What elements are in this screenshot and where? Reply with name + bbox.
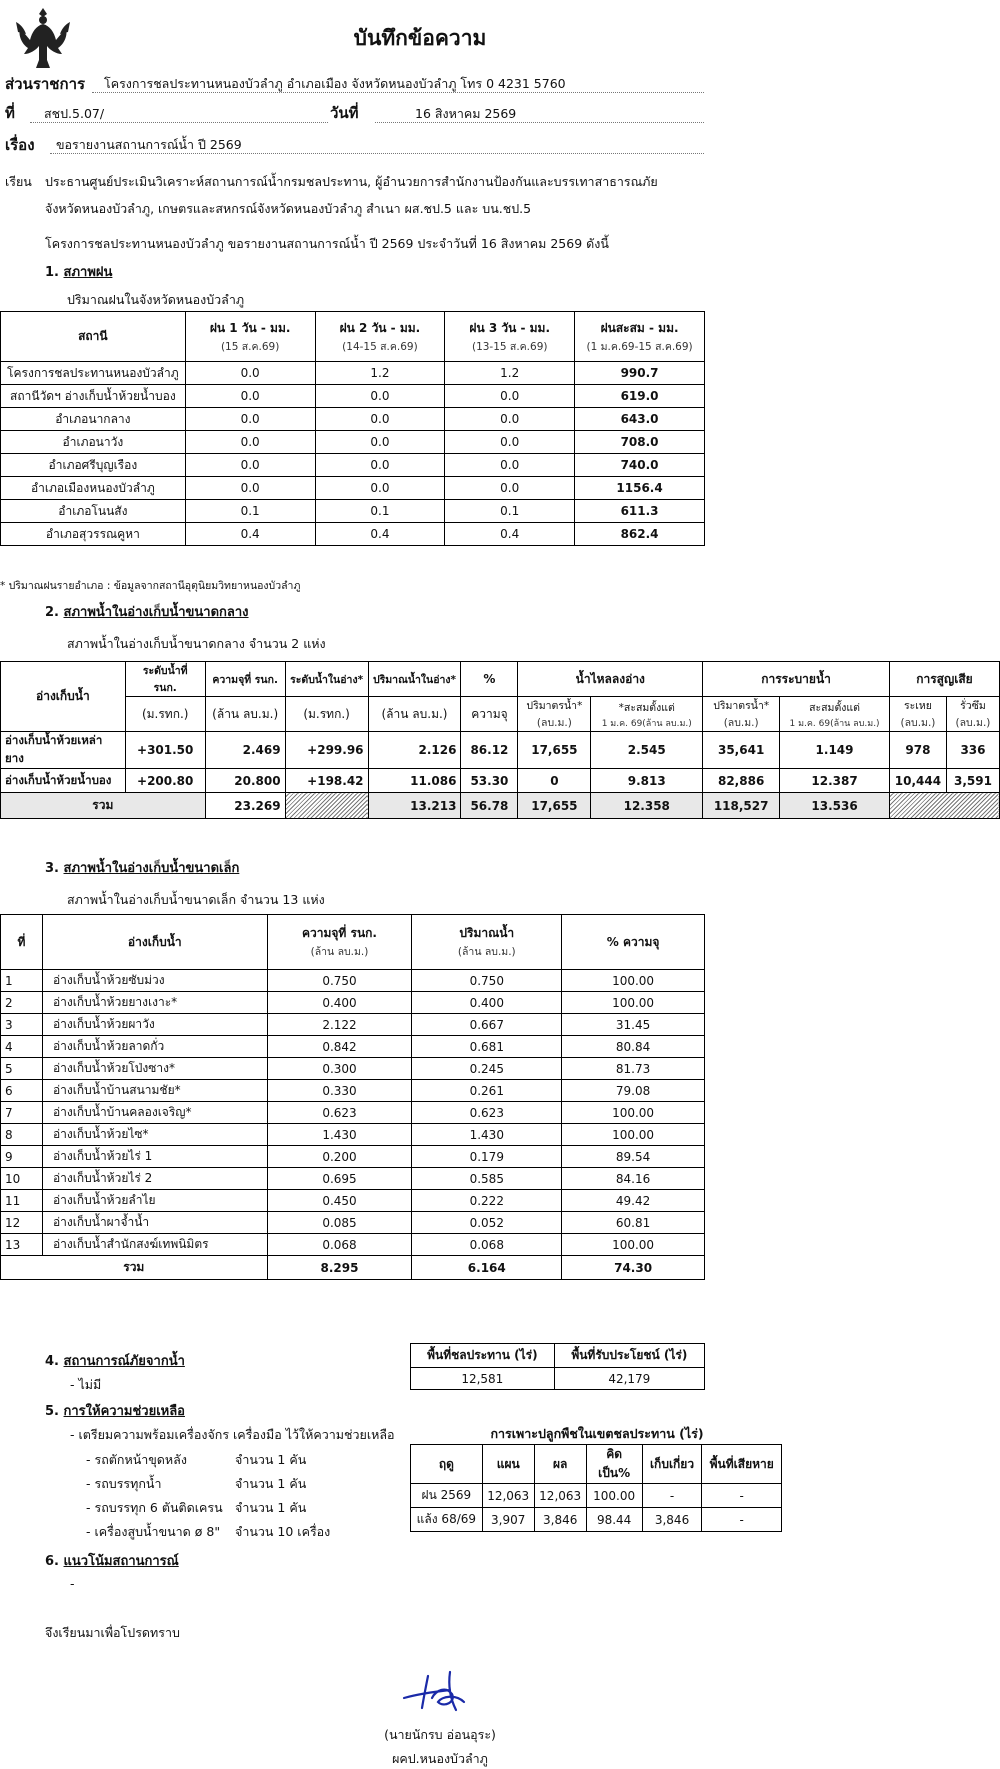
- sr-value-cell: 10: [1, 1168, 43, 1190]
- crop-col: เก็บเกี่ยว: [642, 1445, 702, 1484]
- mr-value-cell: 12.387: [780, 769, 890, 793]
- sr-value-cell: 0.052: [412, 1212, 562, 1234]
- mr-value-cell: 2.126: [368, 732, 461, 769]
- mr-value-cell: 82,886: [703, 769, 780, 793]
- signatory-name: (นายนักรบ อ่อนอุระ): [384, 1727, 496, 1742]
- sr-reservoir-cell: อ่างเก็บน้ำห้วยลาดกั่ว: [42, 1036, 267, 1058]
- ref-value: สชป.5.07/: [44, 106, 105, 121]
- equipment-name: - เครื่องสูบน้ำขนาด ø 8": [86, 1524, 221, 1539]
- sr-value-cell: 49.42: [562, 1190, 705, 1212]
- rain-value-cell: 0.1: [315, 500, 445, 523]
- intro-text: โครงการชลประทานหนองบัวลำภู ขอรายงานสถานการณ์น้ำ ปี 2569 ประจำวันที่ 16 สิงหาคม 2569 ดังนี้: [45, 236, 609, 251]
- rain-value-cell: 0.0: [445, 385, 575, 408]
- sr-value-cell: 0.585: [412, 1168, 562, 1190]
- mr-value-cell: 11.086: [368, 769, 461, 793]
- crop-cell: ฝน 2569: [411, 1484, 483, 1508]
- rain-value-cell: 0.1: [185, 500, 315, 523]
- mr-seep: รั่วซึม (ลบ.ม.): [946, 697, 999, 732]
- rain-value-cell: 0.0: [445, 454, 575, 477]
- crop-cell: 12,063: [482, 1484, 534, 1508]
- sr-reservoir-cell: อ่างเก็บน้ำสำนักสงฆ์เทพนิมิตร: [42, 1234, 267, 1256]
- mr-unit-level: (ม.รทก.): [125, 697, 205, 732]
- subject-label: เรื่อง: [5, 136, 35, 154]
- sr-value-cell: 13: [1, 1234, 43, 1256]
- sr-value-cell: 0.450: [267, 1190, 412, 1212]
- rain-value-cell: 0.0: [315, 477, 445, 500]
- mr-reservoir-cell: อ่างเก็บน้ำห้วยเหล่ายาง: [1, 732, 126, 769]
- sr-row: [1, 1124, 705, 1146]
- sr-col-reservoir: อ่างเก็บน้ำ: [42, 915, 267, 970]
- sr-reservoir-cell: อ่างเก็บน้ำห้วยยางเงาะ*: [42, 992, 267, 1014]
- rain-value-cell: 708.0: [575, 431, 705, 454]
- sr-value-cell: 84.16: [562, 1168, 705, 1190]
- mr-row: [1, 732, 1000, 769]
- sr-reservoir-cell: อ่างเก็บน้ำบ้านสนามชัย*: [42, 1080, 267, 1102]
- sr-value-cell: 5: [1, 1058, 43, 1080]
- sr-row: [1, 1102, 705, 1124]
- rain-row: [1, 408, 705, 431]
- sr-reservoir-cell: อ่างเก็บน้ำห้วยไร่ 1: [42, 1146, 267, 1168]
- sr-col-pct: % ความจุ: [562, 915, 705, 970]
- small-reservoir-table: [0, 914, 705, 1280]
- mr-col-release: การระบายน้ำ: [703, 662, 890, 697]
- rain-footnote: * ปริมาณฝนรายอำเภอ : ข้อมูลจากสถานีอุตุนิยมวิทยาหนองบัวลำภู: [0, 580, 301, 592]
- section1-subheading: ปริมาณฝนในจังหวัดหนองบัวลำภู: [67, 292, 245, 307]
- mr-row: [1, 769, 1000, 793]
- crop-row: [411, 1508, 782, 1532]
- rain-row: [1, 477, 705, 500]
- sr-value-cell: 0.300: [267, 1058, 412, 1080]
- sr-col-no: ที่: [1, 915, 43, 970]
- crop-col: แผน: [482, 1445, 534, 1484]
- sr-value-cell: 3: [1, 1014, 43, 1036]
- mr-col-pct: %: [461, 662, 518, 697]
- mr-col-level: ระดับน้ำที่ รนก.: [125, 662, 205, 697]
- sr-value-cell: 0.068: [267, 1234, 412, 1256]
- mr-unit-capacity: (ล้าน ลบ.ม.): [205, 697, 285, 732]
- ref-label: ที่: [5, 104, 15, 122]
- subject-line: [50, 135, 704, 154]
- mr-value-cell: +299.96: [285, 732, 368, 769]
- sr-value-cell: 0.400: [267, 992, 412, 1014]
- sr-value-cell: 0.261: [412, 1080, 562, 1102]
- rain-col-cumulative: ฝนสะสม - มม. (1 ม.ค.69-15 ส.ค.69): [575, 312, 705, 362]
- sr-reservoir-cell: อ่างเก็บน้ำห้วยไร่ 2: [42, 1168, 267, 1190]
- rain-value-cell: 862.4: [575, 523, 705, 546]
- sr-reservoir-cell: อ่างเก็บน้ำห้วยผาวัง: [42, 1014, 267, 1036]
- agency-value: โครงการชลประทานหนองบัวลำภู อำเภอเมือง จังหวัดหนองบัวลำภู โทร 0 4231 5760: [104, 76, 566, 91]
- sr-value-cell: 80.84: [562, 1036, 705, 1058]
- mr-unit-volume: (ล้าน ลบ.ม.): [368, 697, 461, 732]
- sr-value-cell: 100.00: [562, 970, 705, 992]
- sr-value-cell: 0.667: [412, 1014, 562, 1036]
- rain-row: [1, 385, 705, 408]
- sr-row: [1, 992, 705, 1014]
- rain-value-cell: 0.0: [315, 408, 445, 431]
- mr-value-cell: 53.30: [461, 769, 518, 793]
- crop-cell: -: [702, 1508, 782, 1532]
- mr-total-inflow-cum: 12.358: [591, 793, 703, 819]
- sr-value-cell: 0.085: [267, 1212, 412, 1234]
- mr-total-label: รวม: [1, 793, 206, 819]
- rain-value-cell: 740.0: [575, 454, 705, 477]
- crop-row: [411, 1484, 782, 1508]
- mr-total-hatch: [285, 793, 368, 819]
- sr-value-cell: 1: [1, 970, 43, 992]
- sr-value-cell: 1.430: [412, 1124, 562, 1146]
- section6-heading: 6. แนวโน้มสถานการณ์: [45, 1554, 179, 1569]
- crop-cell: 3,846: [534, 1508, 586, 1532]
- sr-value-cell: 11: [1, 1190, 43, 1212]
- mr-value-cell: 336: [946, 732, 999, 769]
- crop-table: [410, 1444, 782, 1532]
- mr-value-cell: 3,591: [946, 769, 999, 793]
- rain-station-cell: อำเภอสุวรรณคูหา: [1, 523, 186, 546]
- area-irrigated-value: 12,581: [411, 1368, 555, 1390]
- rain-value-cell: 1156.4: [575, 477, 705, 500]
- equipment-name: - รถตักหน้าขุดหลัง: [86, 1452, 187, 1467]
- rain-row: [1, 500, 705, 523]
- sr-row: [1, 1058, 705, 1080]
- mr-total-pct: 56.78: [461, 793, 518, 819]
- mr-value-cell: 20.800: [205, 769, 285, 793]
- addressee-label: เรียน: [5, 174, 32, 189]
- agency-line: [92, 74, 704, 93]
- equipment-qty: จำนวน 1 คัน: [235, 1476, 307, 1491]
- equipment-qty: จำนวน 10 เครื่อง: [235, 1524, 331, 1539]
- mr-inflow-cum: *สะสมตั้งแต่ 1 ม.ค. 69(ล้าน ลบ.ม.): [591, 697, 703, 732]
- agency-label: ส่วนราชการ: [5, 75, 86, 93]
- rain-value-cell: 0.0: [185, 408, 315, 431]
- date-line: [375, 104, 704, 123]
- mr-total-volume: 13.213: [368, 793, 461, 819]
- sr-row: [1, 1014, 705, 1036]
- rain-value-cell: 611.3: [575, 500, 705, 523]
- sr-value-cell: 4: [1, 1036, 43, 1058]
- crop-cell: 3,907: [482, 1508, 534, 1532]
- mr-value-cell: 86.12: [461, 732, 518, 769]
- mr-value-cell: 10,444: [889, 769, 946, 793]
- mr-total-release-cum: 13.536: [780, 793, 890, 819]
- mr-unit-current-level: (ม.รทก.): [285, 697, 368, 732]
- sr-value-cell: 7: [1, 1102, 43, 1124]
- sr-value-cell: 100.00: [562, 992, 705, 1014]
- section2-subheading: สภาพน้ำในอ่างเก็บน้ำขนาดกลาง จำนวน 2 แห่ง: [67, 636, 326, 651]
- date-value: 16 สิงหาคม 2569: [415, 106, 517, 121]
- ref-line: [30, 104, 328, 123]
- sr-value-cell: 0.750: [412, 970, 562, 992]
- sr-value-cell: 0.222: [412, 1190, 562, 1212]
- rain-col-station: สถานี: [1, 312, 186, 362]
- sr-row: [1, 970, 705, 992]
- rain-value-cell: 0.4: [445, 523, 575, 546]
- rain-value-cell: 0.0: [445, 408, 575, 431]
- crop-col: คิดเป็น%: [586, 1445, 642, 1484]
- sr-value-cell: 0.623: [267, 1102, 412, 1124]
- addressee-line1: ประธานศูนย์ประเมินวิเคราะห์สถานการณ์น้ำกรมชลประทาน, ผู้อำนวยการสำนักงานป้องกันและบรรเทาสาธารณภัย: [45, 174, 658, 189]
- rain-station-cell: อำเภอโนนสัง: [1, 500, 186, 523]
- rain-value-cell: 0.0: [445, 477, 575, 500]
- memo-title: บันทึกข้อความ: [353, 26, 487, 50]
- mr-value-cell: +301.50: [125, 732, 205, 769]
- sr-value-cell: 9: [1, 1146, 43, 1168]
- sr-col-volume: ปริมาณน้ำ (ล้าน ลบ.ม.): [412, 915, 562, 970]
- sr-value-cell: 0.200: [267, 1146, 412, 1168]
- area-col-irrigated: พื้นที่ชลประทาน (ไร่): [411, 1344, 555, 1368]
- rain-station-cell: สถานีวัดฯ อ่างเก็บน้ำห้วยน้ำบอง: [1, 385, 186, 408]
- medium-reservoir-table: [0, 661, 1000, 819]
- rain-value-cell: 0.0: [315, 385, 445, 408]
- sr-reservoir-cell: อ่างเก็บน้ำห้วยลำไย: [42, 1190, 267, 1212]
- mr-total-inflow-amt: 17,655: [518, 793, 591, 819]
- rain-value-cell: 0.0: [185, 454, 315, 477]
- sr-value-cell: 12: [1, 1212, 43, 1234]
- section3-subheading: สภาพน้ำในอ่างเก็บน้ำขนาดเล็ก จำนวน 13 แห่ง: [67, 892, 325, 907]
- area-benefit-value: 42,179: [554, 1368, 704, 1390]
- sr-row: [1, 1036, 705, 1058]
- sr-value-cell: 0.842: [267, 1036, 412, 1058]
- rain-station-cell: อำเภอนาวัง: [1, 431, 186, 454]
- rain-station-cell: อำเภอนากลาง: [1, 408, 186, 431]
- mr-value-cell: 978: [889, 732, 946, 769]
- mr-value-cell: 0: [518, 769, 591, 793]
- sr-value-cell: 1.430: [267, 1124, 412, 1146]
- section4-item: - ไม่มี: [70, 1377, 102, 1392]
- section5-heading: 5. การให้ความช่วยเหลือ: [45, 1404, 185, 1419]
- sr-value-cell: 8: [1, 1124, 43, 1146]
- sr-value-cell: 0.179: [412, 1146, 562, 1168]
- rainfall-table: [0, 311, 705, 546]
- rain-value-cell: 0.0: [185, 385, 315, 408]
- crop-col: ฤดู: [411, 1445, 483, 1484]
- section3-heading: 3. สภาพน้ำในอ่างเก็บน้ำขนาดเล็ก: [45, 861, 240, 876]
- sr-value-cell: 100.00: [562, 1124, 705, 1146]
- sr-value-cell: 0.695: [267, 1168, 412, 1190]
- mr-total-release-amt: 118,527: [703, 793, 780, 819]
- sr-row: [1, 1190, 705, 1212]
- crop-cell: 3,846: [642, 1508, 702, 1532]
- mr-release-cum: สะสมตั้งแต่ 1 ม.ค. 69(ล้าน ลบ.ม.): [780, 697, 890, 732]
- mr-evap: ระเหย (ลบ.ม.): [889, 697, 946, 732]
- mr-inflow-amt: ปริมาตรน้ำ* (ลบ.ม.): [518, 697, 591, 732]
- rain-value-cell: 0.0: [185, 431, 315, 454]
- sr-value-cell: 0.750: [267, 970, 412, 992]
- sr-total-pct: 74.30: [562, 1256, 705, 1280]
- rain-station-cell: อำเภอศรีบุญเรือง: [1, 454, 186, 477]
- equipment-qty: จำนวน 1 คัน: [235, 1452, 307, 1467]
- sr-value-cell: 100.00: [562, 1102, 705, 1124]
- mr-value-cell: 17,655: [518, 732, 591, 769]
- section2-heading: 2. สภาพน้ำในอ่างเก็บน้ำขนาดกลาง: [45, 605, 249, 620]
- crop-cell: 100.00: [586, 1484, 642, 1508]
- rain-value-cell: 0.0: [315, 431, 445, 454]
- section6-item: -: [70, 1576, 75, 1591]
- crop-cell: -: [702, 1484, 782, 1508]
- sr-col-capacity: ความจุที่ รนก. (ล้าน ลบ.ม.): [267, 915, 412, 970]
- sr-value-cell: 0.068: [412, 1234, 562, 1256]
- closing-text: จึงเรียนมาเพื่อโปรดทราบ: [45, 1625, 180, 1640]
- rain-value-cell: 0.0: [315, 454, 445, 477]
- mr-col-loss: การสูญเสีย: [889, 662, 999, 697]
- sr-reservoir-cell: อ่างเก็บน้ำผาจ้ำน้ำ: [42, 1212, 267, 1234]
- rain-value-cell: 0.1: [445, 500, 575, 523]
- sr-value-cell: 0.245: [412, 1058, 562, 1080]
- sr-total-label: รวม: [1, 1256, 268, 1280]
- crop-cell: แล้ง 68/69: [411, 1508, 483, 1532]
- mr-unit-pct: ความจุ: [461, 697, 518, 732]
- sr-value-cell: 0.330: [267, 1080, 412, 1102]
- mr-value-cell: 2.469: [205, 732, 285, 769]
- mr-total-row: [1, 793, 1000, 819]
- mr-value-cell: 35,641: [703, 732, 780, 769]
- crop-cell: 12,063: [534, 1484, 586, 1508]
- rain-row: [1, 523, 705, 546]
- section5-intro: - เตรียมความพร้อมเครื่องจักร เครื่องมือ ไว้ให้ความช่วยเหลือ: [70, 1427, 395, 1442]
- crop-table-title: การเพาะปลูกพืชในเขตชลประทาน (ไร่): [490, 1426, 704, 1441]
- rain-value-cell: 1.2: [315, 362, 445, 385]
- date-label: วันที่: [330, 104, 359, 122]
- area-col-benefit: พื้นที่รับประโยชน์ (ไร่): [554, 1344, 704, 1368]
- rain-value-cell: 0.4: [315, 523, 445, 546]
- sr-value-cell: 2: [1, 992, 43, 1014]
- rain-col-1day: ฝน 1 วัน - มม. (15 ส.ค.69): [185, 312, 315, 362]
- crop-col: พื้นที่เสียหาย: [702, 1445, 782, 1484]
- mr-value-cell: 1.149: [780, 732, 890, 769]
- rain-value-cell: 619.0: [575, 385, 705, 408]
- subject-value: ขอรายงานสถานการณ์น้ำ ปี 2569: [56, 137, 242, 152]
- mr-value-cell: +198.42: [285, 769, 368, 793]
- rain-station-cell: โครงการชลประทานหนองบัวลำภู: [1, 362, 186, 385]
- sr-row: [1, 1234, 705, 1256]
- signature-icon: [398, 1668, 478, 1716]
- mr-value-cell: 2.545: [591, 732, 703, 769]
- rain-value-cell: 643.0: [575, 408, 705, 431]
- signatory-position: ผคป.หนองบัวลำภู: [392, 1751, 488, 1766]
- sr-value-cell: 100.00: [562, 1234, 705, 1256]
- rain-col-3day: ฝน 3 วัน - มม. (13-15 ส.ค.69): [445, 312, 575, 362]
- rain-col-2day: ฝน 2 วัน - มม. (14-15 ส.ค.69): [315, 312, 445, 362]
- sr-row: [1, 1080, 705, 1102]
- rain-value-cell: 1.2: [445, 362, 575, 385]
- sr-value-cell: 6: [1, 1080, 43, 1102]
- mr-value-cell: +200.80: [125, 769, 205, 793]
- sr-value-cell: 79.08: [562, 1080, 705, 1102]
- sr-value-cell: 0.681: [412, 1036, 562, 1058]
- sr-value-cell: 60.81: [562, 1212, 705, 1234]
- sr-row: [1, 1212, 705, 1234]
- mr-total-loss-hatch: [889, 793, 999, 819]
- crop-cell: 98.44: [586, 1508, 642, 1532]
- sr-value-cell: 81.73: [562, 1058, 705, 1080]
- crop-col: ผล: [534, 1445, 586, 1484]
- sr-value-cell: 89.54: [562, 1146, 705, 1168]
- sr-value-cell: 2.122: [267, 1014, 412, 1036]
- rain-station-cell: อำเภอเมืองหนองบัวลำภู: [1, 477, 186, 500]
- sr-value-cell: 31.45: [562, 1014, 705, 1036]
- rain-value-cell: 990.7: [575, 362, 705, 385]
- sr-reservoir-cell: อ่างเก็บน้ำห้วยไซ*: [42, 1124, 267, 1146]
- mr-total-cap: 23.269: [205, 793, 285, 819]
- sr-reservoir-cell: อ่างเก็บน้ำบ้านคลองเจริญ*: [42, 1102, 267, 1124]
- mr-col-volume: ปริมาณน้ำในอ่าง*: [368, 662, 461, 697]
- rain-value-cell: 0.0: [185, 477, 315, 500]
- equipment-qty: จำนวน 1 คัน: [235, 1500, 307, 1515]
- equipment-name: - รถบรรทุก 6 ตันติดเครน: [86, 1500, 223, 1515]
- sr-row: [1, 1168, 705, 1190]
- mr-col-capacity: ความจุที่ รนก.: [205, 662, 285, 697]
- rain-row: [1, 431, 705, 454]
- mr-col-inflow: น้ำไหลลงอ่าง: [518, 662, 703, 697]
- sr-value-cell: 0.623: [412, 1102, 562, 1124]
- sr-row: [1, 1146, 705, 1168]
- sr-total-row: [1, 1256, 705, 1280]
- section4-heading: 4. สถานการณ์ภัยจากน้ำ: [45, 1354, 185, 1369]
- rain-value-cell: 0.0: [185, 362, 315, 385]
- mr-col-reservoir: อ่างเก็บน้ำ: [1, 662, 126, 732]
- mr-col-current-level: ระดับน้ำในอ่าง*: [285, 662, 368, 697]
- sr-total-volume: 6.164: [412, 1256, 562, 1280]
- mr-value-cell: 9.813: [591, 769, 703, 793]
- sr-reservoir-cell: อ่างเก็บน้ำห้วยโป่งซาง*: [42, 1058, 267, 1080]
- addressee-line2: จังหวัดหนองบัวลำภู, เกษตรและสหกรณ์จังหวัดหนองบัวลำภู สำเนา ผส.ชป.5 และ บน.ชป.5: [45, 201, 532, 216]
- rain-row: [1, 362, 705, 385]
- irrigation-area-table: [410, 1343, 705, 1390]
- equipment-name: - รถบรรทุกน้ำ: [86, 1476, 162, 1491]
- rain-value-cell: 0.0: [445, 431, 575, 454]
- sr-reservoir-cell: อ่างเก็บน้ำห้วยซับม่วง: [42, 970, 267, 992]
- mr-reservoir-cell: อ่างเก็บน้ำห้วยน้ำบอง: [1, 769, 126, 793]
- rain-value-cell: 0.4: [185, 523, 315, 546]
- section1-heading: 1. สภาพฝน: [45, 265, 113, 280]
- sr-total-cap: 8.295: [267, 1256, 412, 1280]
- crop-cell: -: [642, 1484, 702, 1508]
- mr-release-amt: ปริมาตรน้ำ* (ลบ.ม.): [703, 697, 780, 732]
- rain-row: [1, 454, 705, 477]
- sr-value-cell: 0.400: [412, 992, 562, 1014]
